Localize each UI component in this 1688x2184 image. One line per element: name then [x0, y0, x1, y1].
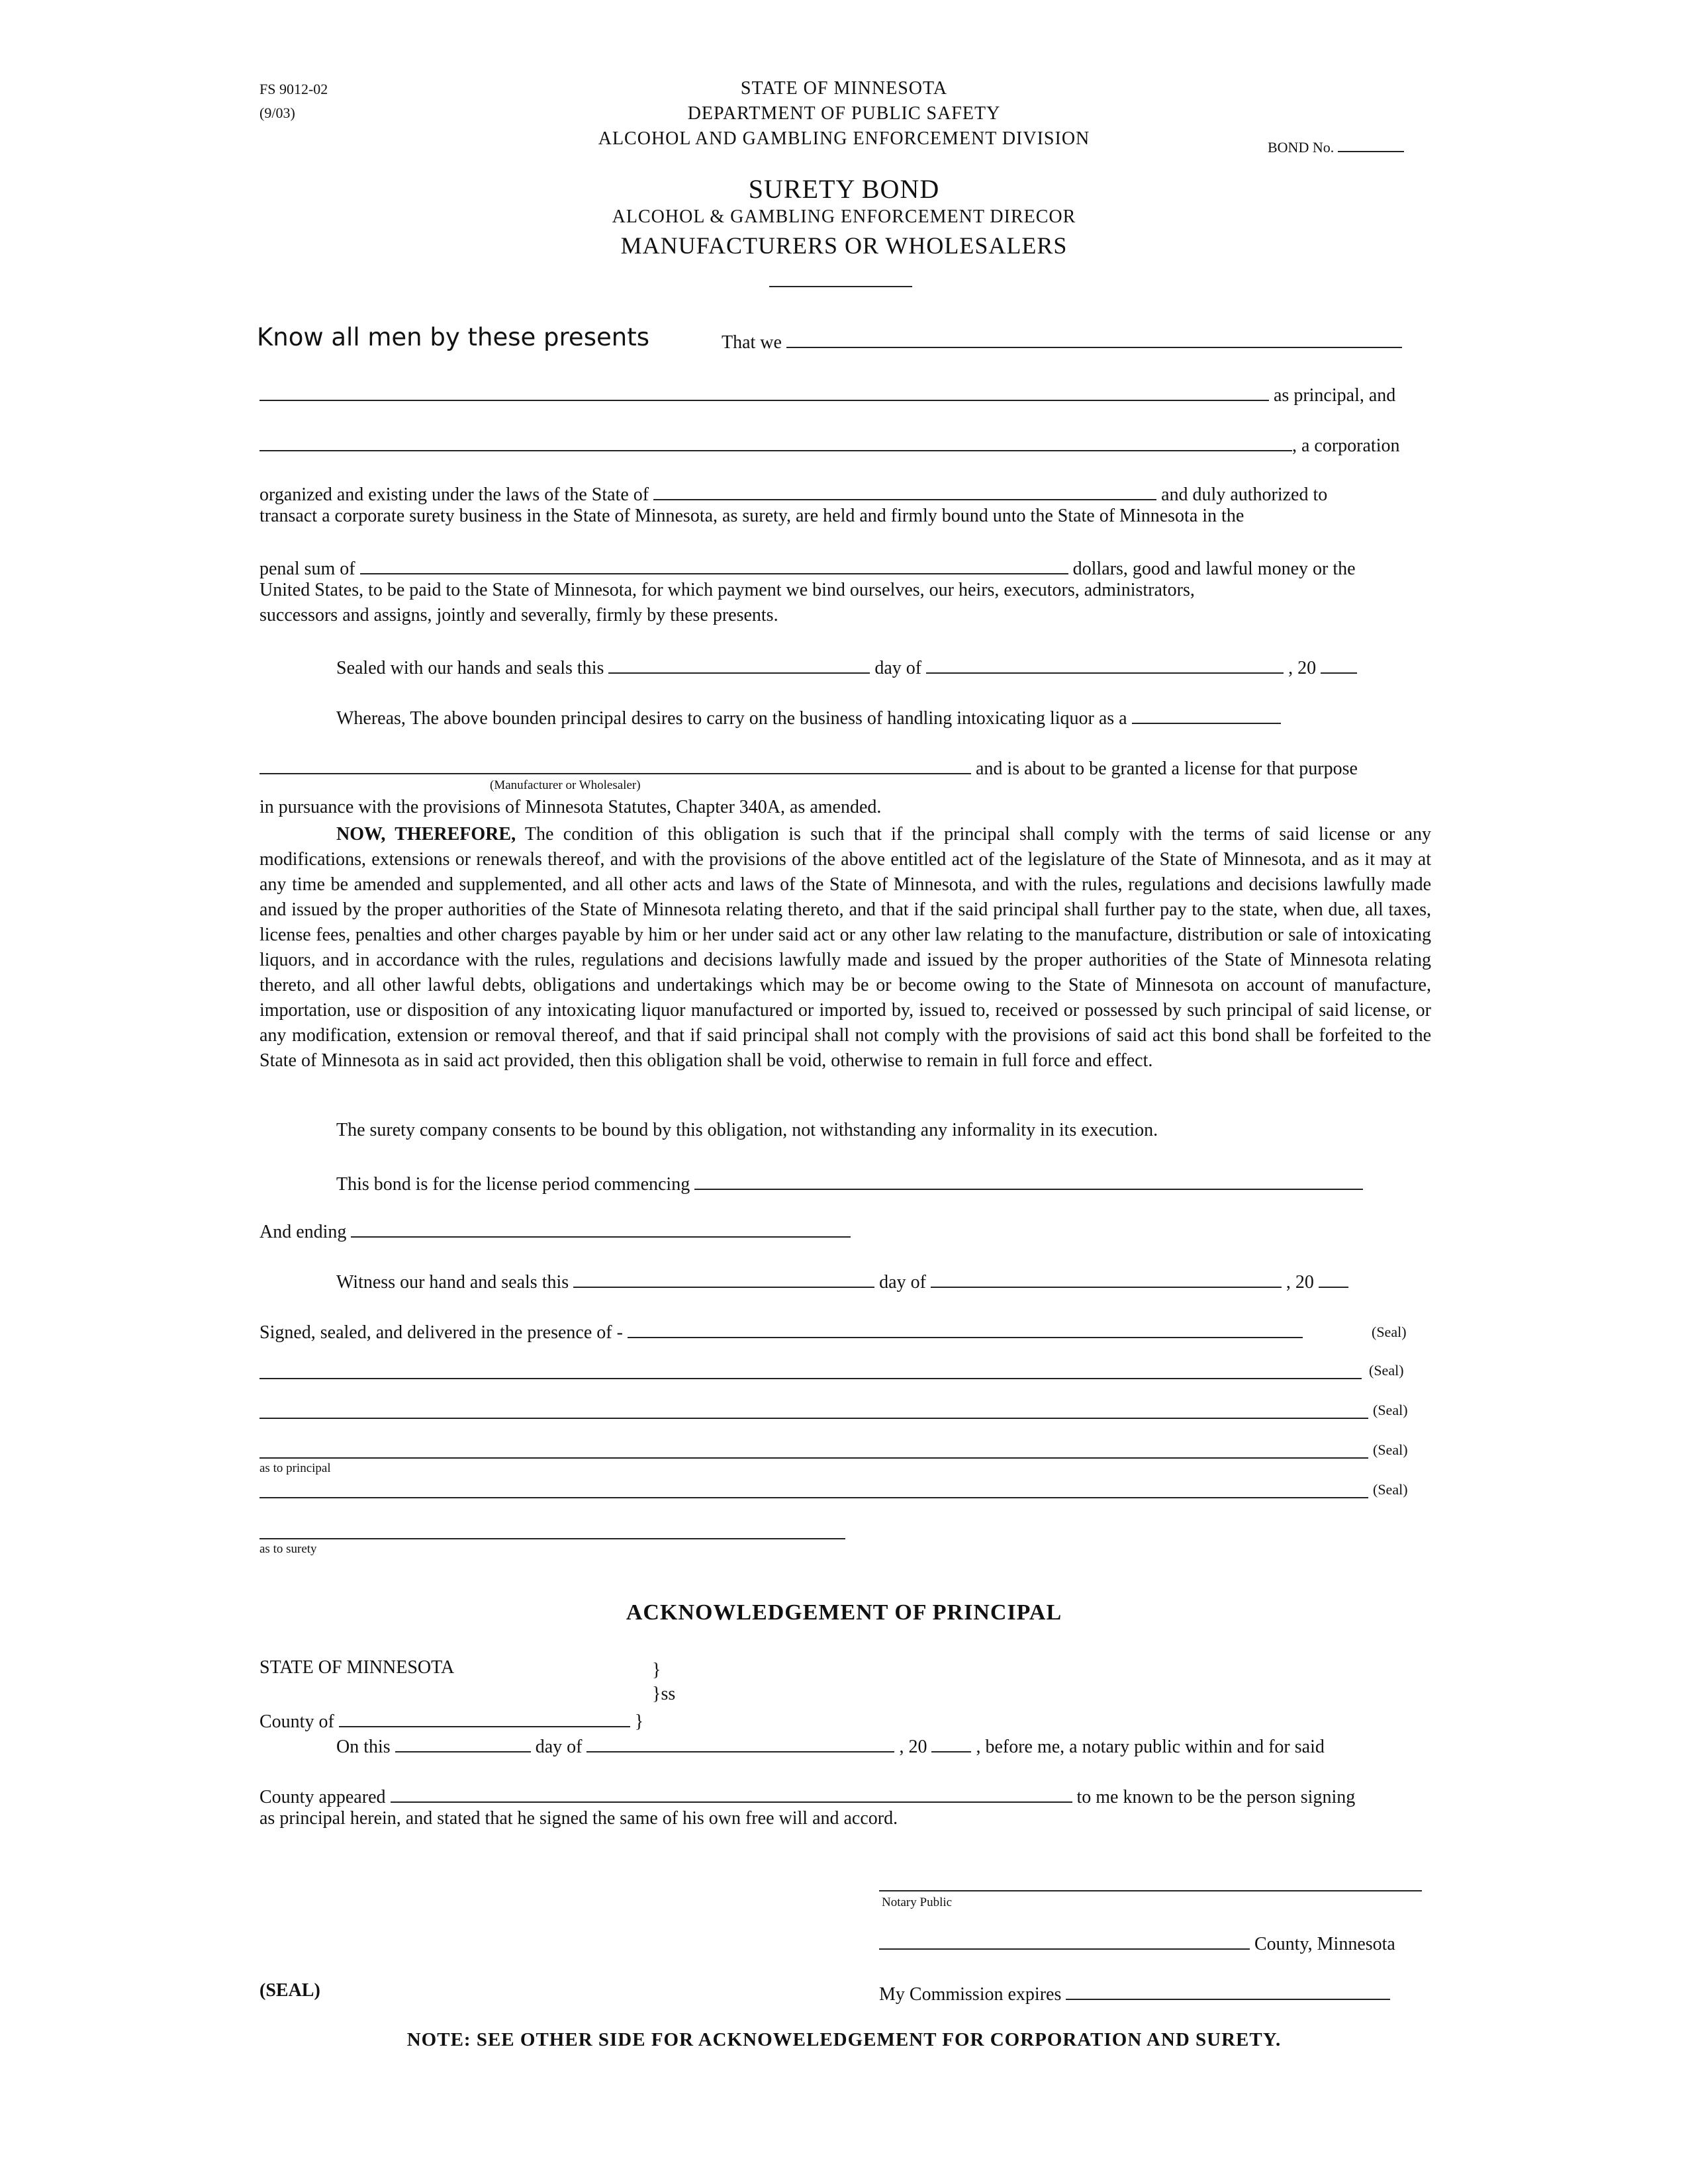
bond-no-label: BOND No.	[1268, 139, 1335, 156]
united-states-line: United States, to be paid to the State of Minnesota, for which payment we bind ourselves, our heirs, executors, administrators,	[259, 580, 1195, 600]
seal-2: (Seal)	[1369, 1362, 1404, 1379]
business-type-field[interactable]	[1132, 704, 1281, 724]
and-ending-row	[259, 1218, 851, 1243]
sealed-row	[336, 654, 1357, 679]
signed-row	[259, 1318, 1303, 1343]
ack-known-label: to me known to be the person signing	[1076, 1787, 1356, 1807]
as-to-principal: as to principal	[259, 1461, 331, 1475]
header-department: DEPARTMENT OF PUBLIC SAFETY	[687, 103, 1001, 124]
ack-before-me: , before me, a notary public within and for said	[976, 1737, 1325, 1757]
license-row	[259, 754, 1358, 780]
witness-label: Witness our hand and seals this	[336, 1272, 569, 1293]
witness-year-prefix: , 20	[1286, 1272, 1314, 1293]
pursuance-line: in pursuance with the provisions of Minnesota Statutes, Chapter 340A, as amended.	[259, 797, 882, 817]
duly-authorized-label: and duly authorized to	[1161, 484, 1328, 505]
bond-no-field[interactable]	[1338, 132, 1404, 152]
signature-line-3[interactable]	[259, 1418, 1368, 1419]
signed-label: Signed, sealed, and delivered in the presence of -	[259, 1322, 623, 1343]
commission-row	[879, 1980, 1390, 2005]
ack-appeared-row	[259, 1783, 1355, 1808]
ack-county-label: County of	[259, 1711, 334, 1732]
sealed-day-field[interactable]	[608, 654, 870, 674]
ack-appeared-label: County appeared	[259, 1787, 386, 1807]
title-sub1: ALCOHOL & GAMBLING ENFORCEMENT DIRECOR	[612, 206, 1076, 227]
whereas-label: Whereas, The above bounden principal desires to carry on the business of handling intoxicating liquor as a	[336, 708, 1127, 729]
ack-day-of: day of	[535, 1737, 583, 1757]
seal-5: (Seal)	[1373, 1481, 1408, 1498]
transact-line: transact a corporate surety business in the State of Minnesota, as surety, are held and firmly bound unto the State of Minnesota in the	[259, 506, 1244, 526]
notary-signature-line[interactable]	[879, 1890, 1422, 1891]
ack-person-field[interactable]	[391, 1783, 1072, 1803]
penal-sum-label: penal sum of	[259, 559, 355, 579]
ack-year-field[interactable]	[931, 1733, 971, 1752]
signature-line-4[interactable]	[259, 1457, 1368, 1459]
ack-day-field[interactable]	[395, 1733, 531, 1752]
that-we-label: That we	[722, 332, 782, 353]
penal-sum-field[interactable]	[360, 555, 1068, 574]
witness-day-of: day of	[879, 1272, 926, 1293]
surety-corp-field[interactable]	[259, 432, 1292, 451]
signature-line-2[interactable]	[259, 1378, 1362, 1379]
signature-line-1[interactable]	[628, 1318, 1303, 1338]
organized-label: organized and existing under the laws of the State of	[259, 484, 649, 505]
whereas-row	[336, 704, 1281, 729]
header-state: STATE OF MINNESOTA	[740, 78, 948, 99]
footer-note: NOTE: SEE OTHER SIDE FOR ACKNOWELEDGEMENT FOR CORPORATION AND SURETY.	[406, 2029, 1282, 2050]
notary-county-field[interactable]	[879, 1930, 1250, 1950]
seal-1: (Seal)	[1372, 1324, 1407, 1340]
witness-month-field[interactable]	[931, 1268, 1282, 1288]
license-period-row	[336, 1170, 1363, 1195]
ack-brace-1: }	[652, 1660, 661, 1680]
form-date: (9/03)	[259, 105, 295, 121]
license-start-field[interactable]	[694, 1170, 1363, 1190]
ack-month-field[interactable]	[586, 1733, 894, 1752]
corporation-label: , a corporation	[1292, 435, 1400, 456]
about-to-be-label: and is about to be granted a license for that purpose	[976, 758, 1358, 779]
dollars-label: dollars, good and lawful money or the	[1072, 559, 1356, 579]
successors-line: successors and assigns, jointly and severally, firmly by these presents.	[259, 605, 778, 625]
signature-line-5[interactable]	[259, 1497, 1368, 1498]
ack-year-prefix: , 20	[899, 1737, 927, 1757]
penal-row	[259, 555, 1356, 580]
as-to-surety: as to surety	[259, 1542, 317, 1556]
mfr-caption: (Manufacturer or Wholesaler)	[490, 778, 641, 792]
state-of-field[interactable]	[653, 480, 1156, 500]
ack-state: STATE OF MINNESOTA	[259, 1657, 455, 1678]
ack-brace-ss: }ss	[652, 1684, 676, 1704]
license-period-label: This bond is for the license period commencing	[336, 1174, 690, 1195]
notary-county-row	[879, 1930, 1395, 1955]
now-therefore: NOW, THEREFORE,	[336, 824, 516, 844]
surety-signature-line[interactable]	[259, 1538, 845, 1539]
ack-on-this-row	[336, 1733, 1325, 1758]
title-divider	[769, 286, 912, 287]
condition-paragraph	[259, 822, 1431, 1073]
bond-no	[1268, 132, 1404, 156]
ack-county-field[interactable]	[339, 1707, 630, 1727]
mfr-or-wholesaler-field[interactable]	[259, 754, 971, 774]
sealed-label: Sealed with our hands and seals this	[336, 658, 604, 678]
principal-row	[259, 381, 1395, 406]
title-main: SURETY BOND	[748, 174, 940, 204]
commission-field[interactable]	[1066, 1980, 1390, 2000]
witness-year-field[interactable]	[1319, 1268, 1348, 1288]
sealed-day-of: day of	[874, 658, 922, 678]
header-division: ALCOHOL AND GAMBLING ENFORCEMENT DIVISION	[598, 128, 1090, 149]
organized-row	[259, 480, 1327, 506]
form-number: FS 9012-02	[259, 81, 328, 97]
principal-name-field[interactable]	[786, 328, 1402, 348]
ack-brace-3: }	[634, 1711, 644, 1732]
seal-3: (Seal)	[1373, 1402, 1408, 1418]
principal-field[interactable]	[259, 381, 1269, 401]
ack-county-row	[259, 1707, 643, 1733]
know-all-heading: Know all men by these presents	[257, 323, 649, 351]
license-end-field[interactable]	[351, 1218, 851, 1238]
ack-principal-herein: as principal herein, and stated that he signed the same of his own free will and accord.	[259, 1808, 898, 1829]
ack-seal: (SEAL)	[259, 1980, 320, 2001]
sealed-month-field[interactable]	[926, 654, 1284, 674]
condition-text: The condition of this obligation is such that if the principal shall comply with the terms of said license or any modifications, extensions or renewals thereof, and with the provisions of the above entitled act of the legislature of the State of Minnesota, and as it may at any time be amended and supplemented, and all other acts and laws of the State of Minnesota, and with the rules, regulations and decisions lawfully made and issued by the proper authorities of the State of Minnesota relating thereto, and that if the said principal shall further pay to the state, when due, all taxes, license fees, penalties and other charges payable by him or her under said act or any other law relating to the manufacture, distribution or sale of intoxicating liquors, and in accordance with the rules, regulations and decisions lawfully made and issued by the proper authorities of the State of Minnesota relating thereto, and all other lawful debts, obligations and undertakings which may be or become owing to the State of Minnesota on account of manufacture, importation, use or disposition of any intoxicating liquor manufactured or imported by, issued to, received or possessed by such principal of said license, or any modification, extension or removal thereof, and that if said principal shall not comply with the provisions of said act this bond shall be forfeited to the State of Minnesota as in said act provided, then this obligation shall be void, otherwise to remain in full force and effect.	[259, 824, 1431, 1071]
consents-line: The surety company consents to be bound by this obligation, not withstanding any informality in its execution.	[336, 1120, 1158, 1140]
notary-county-label: County, Minnesota	[1254, 1934, 1395, 1954]
sealed-year-field[interactable]	[1321, 654, 1357, 674]
corporation-row	[259, 432, 1400, 457]
witness-row	[336, 1268, 1348, 1293]
witness-day-field[interactable]	[573, 1268, 874, 1288]
as-principal-label: as principal, and	[1274, 385, 1396, 406]
seal-4: (Seal)	[1373, 1441, 1408, 1458]
ack-title: ACKNOWLEDGEMENT OF PRINCIPAL	[626, 1600, 1062, 1625]
commission-label: My Commission expires	[879, 1984, 1062, 2005]
and-ending-label: And ending	[259, 1222, 347, 1242]
that-we	[722, 328, 1402, 353]
sealed-year-prefix: , 20	[1288, 658, 1317, 678]
title-sub2: MANUFACTURERS OR WHOLESALERS	[620, 232, 1068, 259]
notary-public-caption: Notary Public	[882, 1895, 953, 1909]
ack-on-this-label: On this	[336, 1737, 391, 1757]
